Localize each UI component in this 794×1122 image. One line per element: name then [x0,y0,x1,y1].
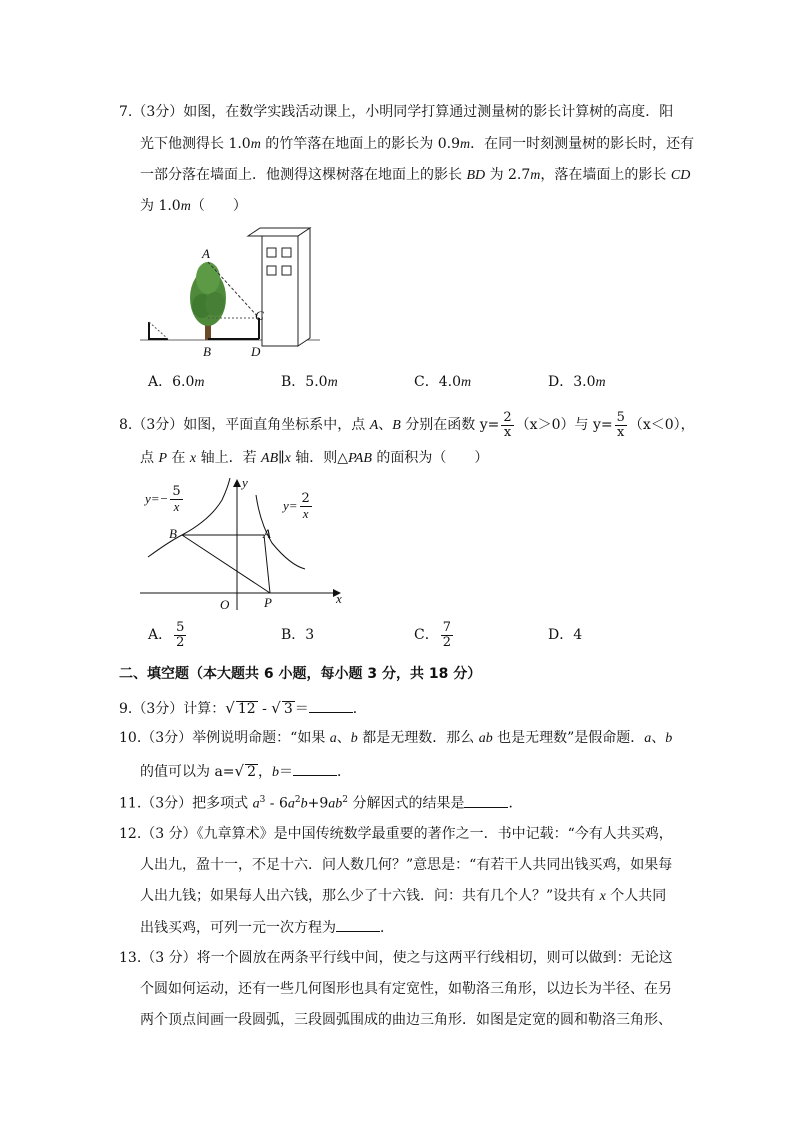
q8-label-P: P [264,595,272,610]
section-2-heading: 二、填空题（本大题共 6 小题，每小题 3 分，共 18 分） [119,666,482,682]
q7-option-a[interactable]: A．6.0m [148,374,205,390]
q12-line-1: 12.（3 分）《九章算术》是中国传统数学最重要的著作之一．书中记载：“今有人共买鸡， [119,826,673,842]
q8-label-B: B [169,526,177,541]
q7-line-2: 光下他测得长 1.0m 的竹竿落在地面上的影长为 0.9m．在同一时刻测量树的影长时，还有 [140,136,695,152]
q7-option-b[interactable]: B．5.0m [281,374,338,390]
q13-line-2: 个圆如何运动，还有一些几何图形也具有定宽性，如勒洛三角形，以边长为半径、在另 [140,981,672,997]
q13-line-1: 13.（3 分）将一个圆放在两条平行线中间，使之与这两平行线相切，则可以做到：无论这 [119,950,673,966]
q7-label-D: D [251,344,261,359]
q12-line-2: 人出九，盈十一，不足十六．问人数几何？”意思是：“有若干人共同出钱买鸡，如果每 [140,857,673,873]
q8-option-a[interactable]: A． $\frac{5}{2}$ [148,619,185,650]
q8-left-func-label: y=− $\frac{5}{x}$ [145,484,181,514]
segment-BP [182,535,270,593]
q9-line: 9.（3分）计算：√ 12 - √ 3 ＝ ． [119,699,367,717]
q7-label-A: A [202,246,210,261]
q10-answer-blank[interactable] [293,762,337,776]
q11-line: 11.（3分）把多项式 $a^3 - 6a^2b+9ab^2$ 分解因式的结果是 ． [119,795,523,812]
q8-option-d[interactable]: D．4 [548,627,583,643]
segment-AP [264,535,270,593]
q8-option-c[interactable]: C． $\frac{7}{2}$ [414,619,451,650]
q13-line-3: 两个顶点间画一段圆弧，三段圆弧围成的曲边三角形．如图是定宽的圆和勒洛三角形、 [140,1012,672,1028]
q8-line-2: 点 P 在 x 轴上．若 AB∥x 轴．则△PAB 的面积为（ ） [140,450,489,466]
q7-label-B: B [203,344,211,359]
q12-line-3: 人出九钱；如果每人出六钱，那么少了十六钱．问：共有几个人？”设共有 x 个人共同 [140,888,667,904]
q7-figure [140,228,320,366]
building-icon [248,228,310,346]
q10-line-1: 10.（3分）举例说明命题：“如果 a、b 都是无理数．那么 ab 也是无理数”是假命题．a、b [119,730,673,746]
q10-line-2: 的值可以为 a=√ 2 ，b＝ ． [140,762,352,780]
q7-line-1: 7.（3分）如图，在数学实践活动课上，小明同学打算通过测量树的影长计算树的高度．阳 [119,104,674,120]
q8-label-y: y [242,475,248,490]
q7-label-C: C [255,308,264,323]
q7-option-d[interactable]: D．3.0m [548,374,606,390]
q7-line-4: 为 1.0m（ ） [140,198,247,214]
q12-line-4: 出钱买鸡，可列一元一次方程为 ． [140,920,394,936]
q8-option-b[interactable]: B．3 [281,627,315,643]
q11-answer-blank[interactable] [464,794,508,808]
q8-label-x: x [336,591,342,606]
q8-right-func-label: y= $\frac{2}{x}$ [283,491,310,521]
q8-label-A: A [263,526,271,541]
tree-icon [190,262,226,340]
q8-line-1: 8.（3分）如图，平面直角坐标系中，点 A、B 分别在函数 y= $\frac{2}{x}$ （x＞0）与 y= $\frac{5}{x}$ （x＜0）， [119,409,695,440]
q12-answer-blank[interactable] [336,918,380,932]
q7-line-3: 一部分落在墙面上．他测得这棵树落在地面上的影长 BD 为 2.7m，落在墙面上的影长 CD [140,167,691,183]
q9-answer-blank[interactable] [309,699,353,713]
q7-option-c[interactable]: C．4.0m [414,374,472,390]
q8-label-O: O [220,597,230,612]
